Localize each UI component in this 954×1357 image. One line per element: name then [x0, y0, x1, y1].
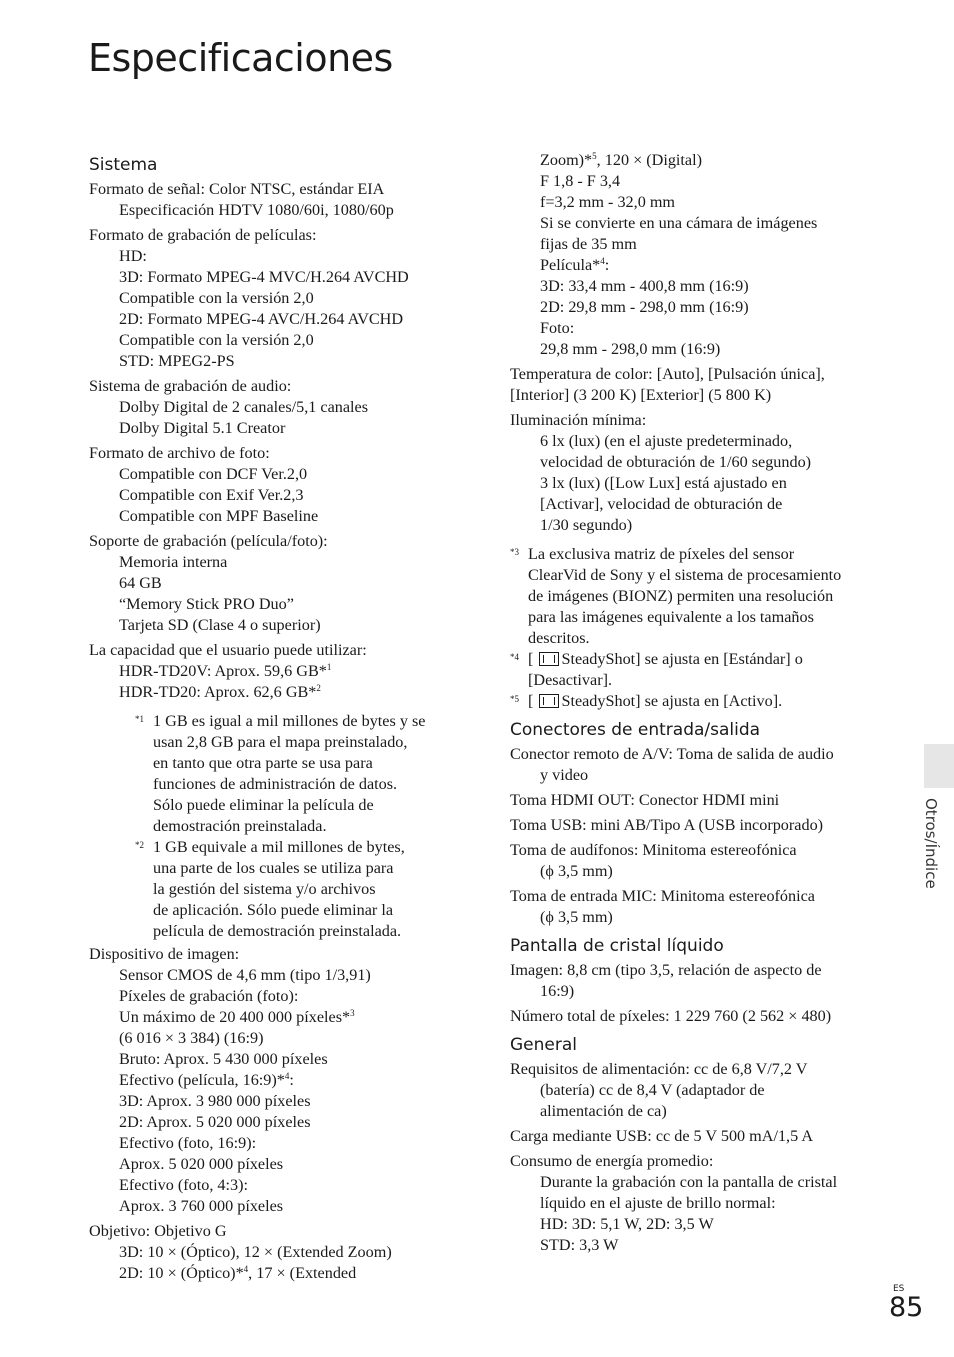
spec-line: (ϕ 3,5 mm) [540, 862, 613, 880]
spec-line: (batería) cc de 8,4 V (adaptador de [540, 1081, 765, 1099]
spec-line: Requisitos de alimentación: cc de 6,8 V/7,2 V [510, 1060, 808, 1078]
footnote [510, 649, 900, 691]
spec-line [89, 1007, 469, 1028]
page-title: Especificaciones [88, 36, 393, 80]
spec-line: Toma de entrada MIC: Minitoma estereofónica [510, 887, 815, 905]
spec-line: STD: 3,3 W [540, 1236, 619, 1254]
footnote-line: La exclusiva matriz de píxeles del sensor [528, 545, 795, 563]
spec-line: Toma USB: mini AB/Tipo A (USB incorporado) [510, 816, 824, 834]
spec-line: (6 016 × 3 384) (16:9) [119, 1029, 264, 1047]
spec-line: 2D: Formato MPEG-4 AVC/H.264 AVCHD [119, 310, 404, 328]
spec-line: Dolby Digital de 2 canales/5,1 canales [119, 398, 369, 416]
footnote [510, 691, 900, 712]
spec-archivo-foto [89, 443, 469, 527]
spec-line: Sensor CMOS de 4,6 mm (tipo 1/3,91) [119, 966, 371, 984]
footnote-line: Sólo puede eliminar la película de [153, 796, 374, 814]
spec-line: fijas de 35 mm [540, 235, 637, 253]
right-column [510, 150, 900, 1260]
spec-line: Formato de grabación de películas: [89, 226, 317, 244]
footnote [135, 837, 469, 942]
footnote-line: película de demostración preinstalada. [153, 922, 402, 940]
spec-line: Aprox. 3 760 000 píxeles [119, 1197, 284, 1215]
page-number: 85 [889, 1292, 924, 1323]
spec-line: Compatible con MPF Baseline [119, 507, 319, 525]
spec-line: Compatible con la versión 2,0 [119, 331, 314, 349]
footnote-line: usan 2,8 GB para el mapa preinstalado, [153, 733, 408, 751]
spec-text: , 120 × (Digital) [596, 151, 702, 169]
footnote-line: la gestión del sistema y/o archivos [153, 880, 376, 898]
footnote-ref: 4 [243, 1264, 249, 1274]
spec-toma-audifonos [510, 840, 900, 882]
spec-line: Conector remoto de A/V: Toma de salida de audio [510, 745, 834, 763]
section-heading-general: General [510, 1035, 577, 1055]
spec-line: 2D: 29,8 mm - 298,0 mm (16:9) [540, 298, 749, 316]
footnotes-objetivo [510, 544, 900, 712]
spec-line: (ϕ 3,5 mm) [540, 908, 613, 926]
footnote-ref: 3 [350, 1008, 355, 1018]
spec-line: Tarjeta SD (Clase 4 o superior) [119, 616, 321, 634]
language-code: ES [893, 1284, 905, 1294]
footnote-ref: 2 [316, 683, 321, 693]
spec-line: 16:9) [540, 982, 575, 1000]
spec-formato-senal [89, 179, 469, 221]
spec-alimentacion [510, 1059, 900, 1122]
spec-consumo [510, 1151, 900, 1256]
spec-toma-hdmi [510, 790, 900, 811]
footnote-text: SteadyShot] se ajusta en [Estándar] o [561, 650, 803, 668]
spec-line: alimentación de ca) [540, 1102, 667, 1120]
spec-iluminacion-minima [510, 410, 900, 536]
spec-line: Si se convierte en una cámara de imágenes [540, 214, 818, 232]
spec-line: 29,8 mm - 298,0 mm (16:9) [540, 340, 721, 358]
spec-toma-mic [510, 886, 900, 928]
spec-line: 6 lx (lux) (en el ajuste predeterminado, [540, 432, 793, 450]
spec-line: Formato de archivo de foto: [89, 444, 270, 462]
spec-line: 3D: Aprox. 3 980 000 píxeles [119, 1092, 311, 1110]
spec-line: Foto: [540, 319, 575, 337]
footnote-line: [Desactivar]. [528, 671, 613, 689]
spec-line: 3D: Formato MPEG-4 MVC/H.264 AVCHD [119, 268, 409, 286]
spec-line: Compatible con DCF Ver.2,0 [119, 465, 308, 483]
spec-pantalla-imagen [510, 960, 900, 1002]
spec-line: y video [540, 766, 589, 784]
spec-dispositivo-imagen [89, 944, 469, 1217]
section-heading-conectores: Conectores de entrada/salida [510, 720, 761, 740]
footnote-line: en tanto que otra parte se usa para [153, 754, 373, 772]
spec-line: HD: 3D: 5,1 W, 2D: 3,5 W [540, 1215, 714, 1233]
spec-text: , 17 × (Extended [248, 1264, 357, 1282]
spec-objetivo-continued [510, 150, 900, 360]
footnote-mark: *4 [510, 652, 519, 662]
section-tab-marker [924, 744, 954, 788]
spec-carga-usb [510, 1126, 900, 1147]
footnote-line: para las imágenes equivalente a los tamaños [528, 608, 814, 626]
spec-line: La capacidad que el usuario puede utilizar: [89, 641, 367, 659]
spec-line: Consumo de energía promedio: [510, 1152, 714, 1170]
spec-line [510, 150, 900, 171]
spec-line: Carga mediante USB: cc de 5 V 500 mA/1,5 A [510, 1127, 814, 1145]
spec-line: Dolby Digital 5.1 Creator [119, 419, 286, 437]
spec-line [89, 661, 469, 682]
footnote-line: de imágenes (BIONZ) permiten una resolución [528, 587, 834, 605]
spec-text: Zoom)* [540, 151, 593, 169]
spec-line: Efectivo (foto, 16:9): [119, 1134, 257, 1152]
spec-line: 3 lx (lux) ([Low Lux] está ajustado en [540, 474, 787, 492]
spec-line: 64 GB [119, 574, 162, 592]
section-heading-sistema: Sistema [89, 155, 158, 175]
left-column [89, 150, 469, 1288]
footnote-ref: 4 [600, 256, 605, 266]
spec-line: “Memory Stick PRO Duo” [119, 595, 294, 613]
spec-conector-av [510, 744, 900, 786]
spec-line [510, 255, 900, 276]
spec-pantalla-pixeles [510, 1006, 900, 1027]
footnote-line [528, 691, 900, 712]
spec-line: Píxeles de grabación (foto): [119, 987, 299, 1005]
footnote-line: de aplicación. Sólo puede eliminar la [153, 901, 394, 919]
spec-line: Temperatura de color: [Auto], [Pulsación única], [510, 365, 825, 383]
spec-line: 3D: 33,4 mm - 400,8 mm (16:9) [540, 277, 749, 295]
footnote-line: ClearVid de Sony y el sistema de procesamiento [528, 566, 842, 584]
footnote-text: SteadyShot] se ajusta en [Activo]. [561, 692, 783, 710]
spec-line: Compatible con la versión 2,0 [119, 289, 314, 307]
spec-line: Toma de audífonos: Minitoma estereofónica [510, 841, 797, 859]
spec-line [89, 1070, 469, 1091]
spec-line: Objetivo: Objetivo G [89, 1222, 227, 1240]
footnote-line: demostración preinstalada. [153, 817, 327, 835]
footnote [510, 544, 900, 649]
footnote-line: 1 GB equivale a mil millones de bytes, [153, 838, 405, 856]
spec-line [89, 1263, 469, 1284]
spec-line: [Interior] (3 200 K) [Exterior] (5 800 K) [510, 386, 772, 404]
footnote-ref: 4 [284, 1071, 290, 1081]
spec-line: Compatible con Exif Ver.2,3 [119, 486, 304, 504]
spec-text: HDR-TD20: Aprox. 62,6 GB* [119, 683, 317, 701]
spec-line: Memoria interna [119, 553, 228, 571]
footnote-mark: *3 [510, 547, 519, 557]
spec-line: Formato de señal: Color NTSC, estándar EIA [89, 180, 385, 198]
spec-line: STD: MPEG2-PS [119, 352, 235, 370]
spec-line: Sistema de grabación de audio: [89, 377, 292, 395]
spec-line: Aprox. 5 020 000 píxeles [119, 1155, 284, 1173]
footnote-ref: 1 [326, 662, 332, 672]
spec-formato-grabacion-peliculas [89, 225, 469, 372]
footnote-line [528, 649, 900, 670]
footnotes-capacidad [89, 711, 469, 942]
spec-text: Un máximo de 20 400 000 píxeles* [119, 1008, 351, 1026]
film-steadyshot-icon [539, 652, 559, 666]
footnote-mark: *1 [135, 714, 144, 724]
section-side-label: Otros/Índice [922, 798, 940, 889]
spec-text: HDR-TD20V: Aprox. 59,6 GB* [119, 662, 327, 680]
spec-text: 2D: 10 × (Óptico)* [119, 1264, 244, 1282]
spec-text: : [289, 1071, 294, 1089]
spec-line: Toma HDMI OUT: Conector HDMI mini [510, 791, 780, 809]
footnote-line: 1 GB es igual a mil millones de bytes y se [153, 712, 426, 730]
spec-line [89, 682, 469, 703]
footnote-text: [ [528, 692, 534, 710]
spec-line: Número total de píxeles: 1 229 760 (2 562 × 480) [510, 1007, 832, 1025]
spec-line: líquido en el ajuste de brillo normal: [540, 1194, 776, 1212]
footnote-mark: *2 [135, 840, 144, 850]
spec-text: : [604, 256, 610, 274]
spec-line: 2D: Aprox. 5 020 000 píxeles [119, 1113, 311, 1131]
footnote-ref: 5 [592, 151, 597, 161]
spec-capacidad [89, 640, 469, 703]
footnote [135, 711, 469, 837]
spec-line: 3D: 10 × (Óptico), 12 × (Extended Zoom) [119, 1243, 392, 1261]
spec-line: 1/30 segundo) [540, 516, 633, 534]
spec-line: HD: [119, 247, 147, 265]
footnote-mark: *5 [510, 694, 519, 704]
spec-line: Soporte de grabación (película/foto): [89, 532, 328, 550]
spec-text: Efectivo (película, 16:9)* [119, 1071, 285, 1089]
spec-line: velocidad de obturación de 1/60 segundo) [540, 453, 812, 471]
spec-line: f=3,2 mm - 32,0 mm [540, 193, 676, 211]
spec-line: [Activar], velocidad de obturación de [540, 495, 783, 513]
spec-line: Dispositivo de imagen: [89, 945, 240, 963]
footnote-line: una parte de los cuales se utiliza para [153, 859, 394, 877]
spec-toma-usb [510, 815, 900, 836]
spec-line: Iluminación mínima: [510, 411, 647, 429]
spec-text: Película* [540, 256, 601, 274]
spec-objetivo [89, 1221, 469, 1284]
spec-line: Efectivo (foto, 4:3): [119, 1176, 249, 1194]
footnote-line: funciones de administración de datos. [153, 775, 398, 793]
spec-line: Especificación HDTV 1080/60i, 1080/60p [119, 201, 394, 219]
footnote-text: [ [528, 650, 534, 668]
section-heading-pantalla: Pantalla de cristal líquido [510, 936, 724, 956]
film-steadyshot-icon [539, 694, 559, 708]
footnote-line: descritos. [528, 629, 590, 647]
spec-grabacion-audio [89, 376, 469, 439]
spec-line: Imagen: 8,8 cm (tipo 3,5, relación de aspecto de [510, 961, 822, 979]
spec-line: F 1,8 - F 3,4 [540, 172, 621, 190]
spec-line: Durante la grabación con la pantalla de cristal [540, 1173, 838, 1191]
spec-line: Bruto: Aprox. 5 430 000 píxeles [119, 1050, 328, 1068]
spec-soporte-grabacion [89, 531, 469, 636]
spec-temperatura-color [510, 364, 900, 406]
